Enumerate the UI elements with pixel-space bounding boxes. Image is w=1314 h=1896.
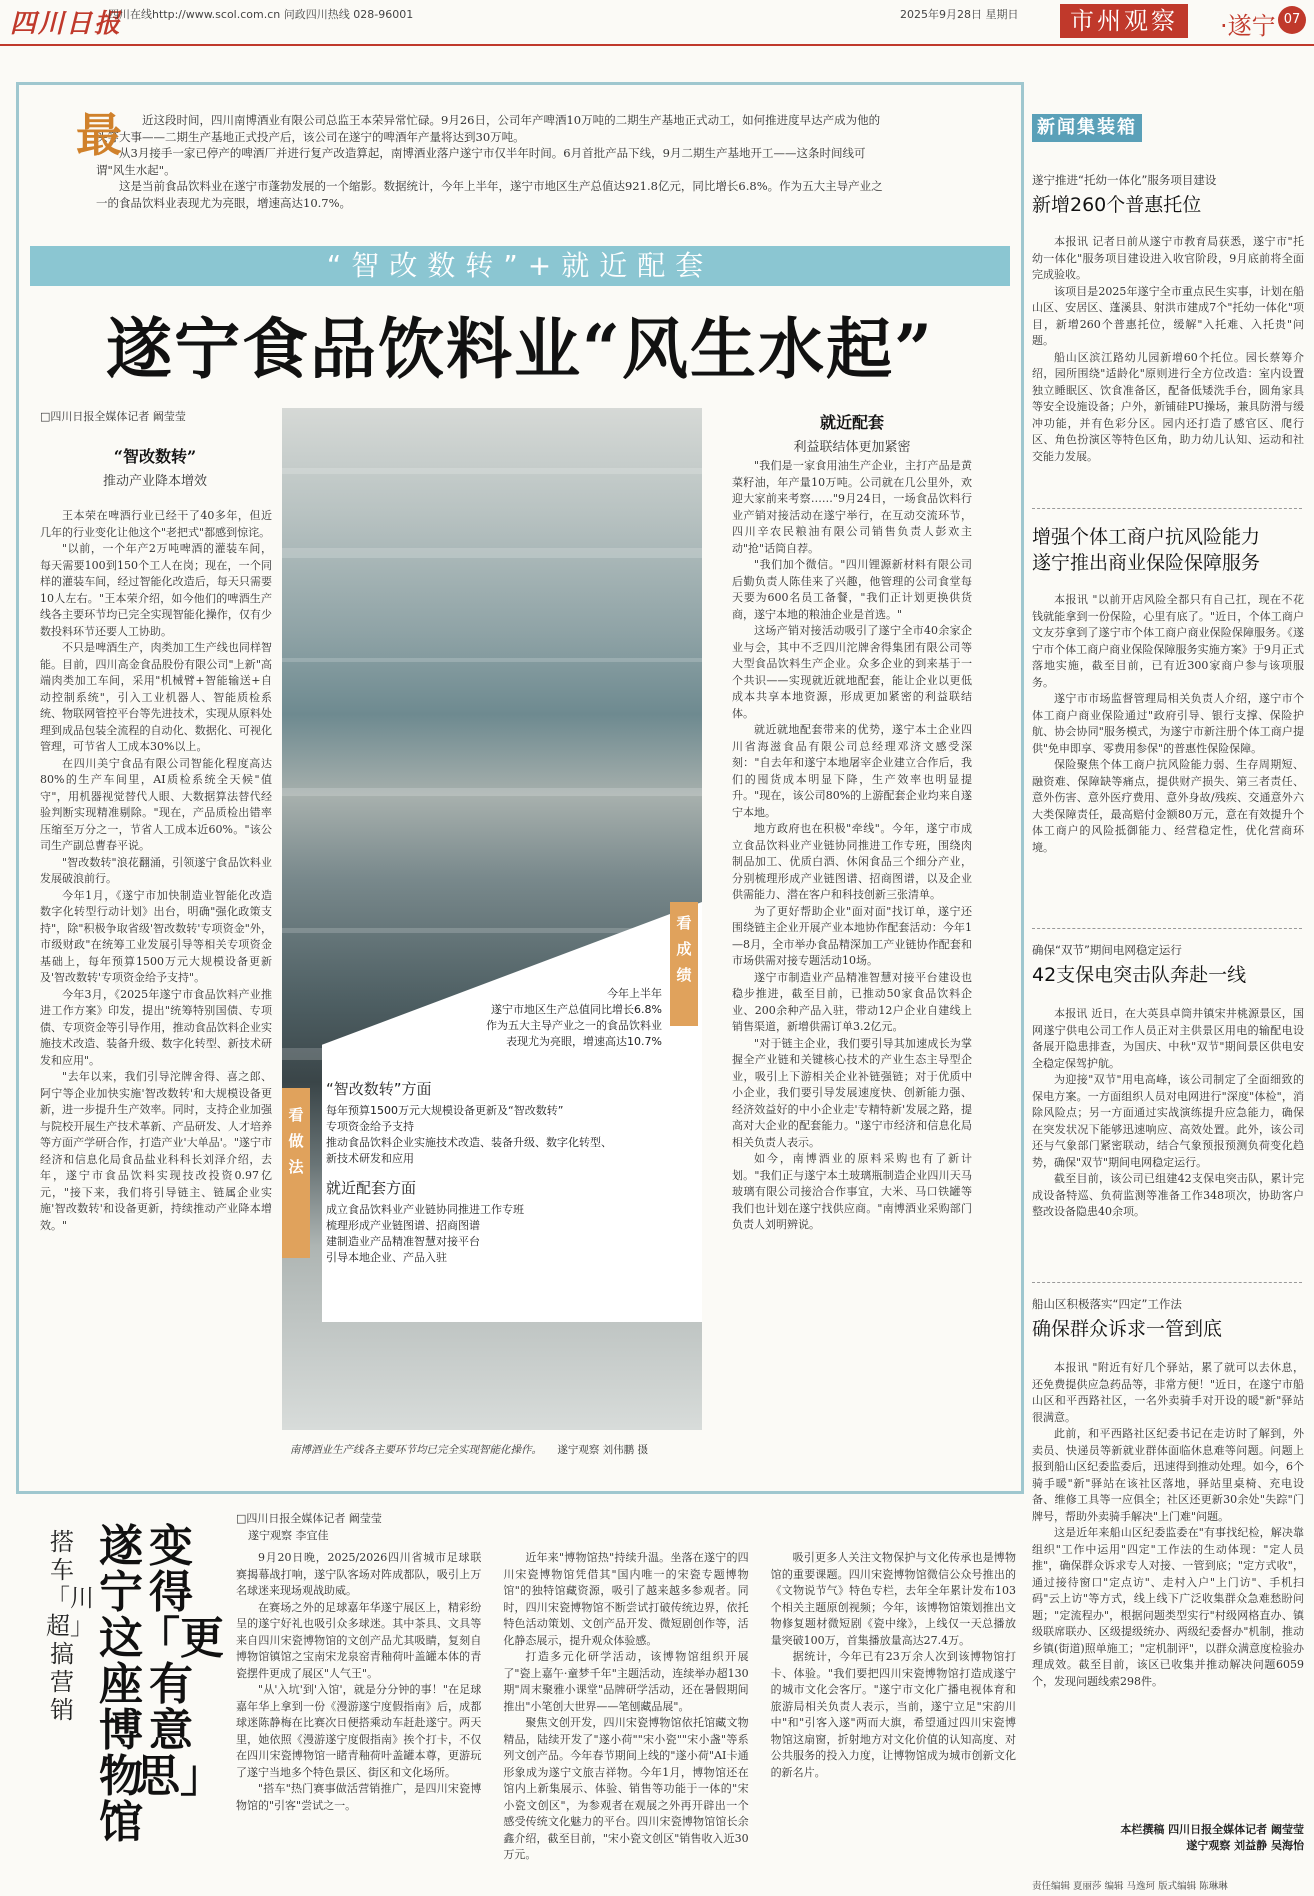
- paragraph: "智改数转"浪花翻涌，引领遂宁食品饮料业发展破浪前行。: [40, 855, 272, 885]
- paragraph: 保险聚焦个体工商户抗风险能力弱、生存周期短、融资难、保障缺等痛点，提供财产损失、第三者责任、意外伤害、意外医疗费用、意外身故/残疾、交通意外六大类保障责任，最高赔付金额80万元，意在有效提升个体工商户的风险抵御能力、经营稳定性，优化营商环境。: [1032, 758, 1304, 854]
- methods-label: 看做法: [282, 1088, 310, 1258]
- news-container-logo: 新闻集装箱: [1032, 114, 1142, 142]
- paragraph: 如今，南博酒业的原料采购也有了新计划。"我们正与遂宁本土玻璃瓶制造企业四川天马玻璃有限公司接洽合作事宜，大米、马口铁罐等我们也计划在遂宁找供应商。"南博酒业采购部门负责人刘明辨说。: [732, 1152, 972, 1231]
- left-subhead: [40, 444, 270, 489]
- subhead-title: “智改数转”: [113, 447, 197, 466]
- paragraph: 该项目是2025年遂宁全市重点民生实事，计划在船山区、安居区、蓬溪县、射洪市建成7个"托幼一体化"项目，新增260个普惠托位，缓解"入托难、入托贵"问题。: [1032, 284, 1304, 347]
- paragraph: 吸引更多人关注文物保护与文化传承也是博物馆的重要课题。四川宋瓷博物馆微信公众号推出的《文物说节气》特色专栏，去年全年累计发布103个相关主题原创视频；今年，该博物馆策划推出文物修复题材微短剧《瓷中缘》，上线仅一天总播放量突破100万，首集播放量高达27.4万。: [770, 1551, 1016, 1647]
- paragraph: 就近就地配套带来的优势，遂宁本土企业四川省海滋食品有限公司总经理邓济文感受深刻："自去年和遂宁本地屠宰企业建立合作后，我们的囤货成本明显下降，生产效率也明显提升。"现在，该公司80%的上游配套企业均来自遂宁本地。: [732, 723, 972, 819]
- paragraph: "从'入坑'到'入馆'，就是分分钟的事！"在足球嘉年华上拿到一份《漫游遂宁度假指南》后，成都球迷陈静梅在比赛次日便搭乘动车赶赴遂宁。两天里，她依照《漫游遂宁度假指南》挨个打卡，不仅在四川宋瓷博物馆一睹青釉荷叶盖罐本尊，更游玩了遂宁当地多个特色景区、街区和文化场所。: [236, 1683, 482, 1779]
- paragraph: 9月20日晚，2025/2026四川省城市足球联赛揭幕战打响，遂宁队客场对阵成都队，吸引上万名球迷来现场观战助威。: [236, 1551, 482, 1597]
- intro-paragraph: 近这段时间，四川南博酒业有限公司总监王本荣异常忙碌。9月26日，公司年产啤酒10万吨的二期生产基地正式动工，如何推进度早达产成为他的头等大事——二期生产基地正式投产后，该公司在遂宁的啤酒年产量将达到30万吨。: [96, 113, 881, 144]
- paragraph: 在赛场之外的足球嘉年华遂宁展区上，精彩纷呈的遂宁好礼也吸引众多球迷。其中茶具、文具等来自四川宋瓷博物馆的文创产品尤其吸睛，复刻自博物馆镇馆之宝南宋龙泉窑青釉荷叶盖罐本体的青瓷摆件更成了展区"人气王"。: [236, 1600, 482, 1680]
- bottom-headline-col1: 变得「更有意思」: [136, 1521, 224, 1802]
- paragraph: 今年3月，《2025年遂宁市食品饮料产业推进工作方案》印发，提出"统筹特别国债、专项债、专项资金等引导作用，推动食品饮料企业实施技术改造、装备升级、数字化转型、新技术研发和应用"。: [40, 987, 272, 1067]
- intro-paragraph: 这是当前食品饮料业在遂宁市蓬勃发展的一个缩影。数据统计，今年上半年，遂宁市地区生产总值达921.8亿元，同比增长6.8%。作为五大主导产业之一的食品饮料业表现尤为亮眼，增速高达10.7%。: [96, 179, 883, 210]
- intro-block: [76, 108, 886, 211]
- methods-text: “智改数转”方面 每年预算1500万元大规模设备更新及“智改数转” 专项资金给予支持 推动食品饮料企业实施技术改造、装备升级、数字化转型、 新技术研发和应用 就近配套方面 成立食品饮料业产业链协同推进工作专班 梳理形成产业链图谱、招商图谱 建制造业产品精准智慧对接平台 引导本地企业、产品入驻: [326, 1080, 612, 1264]
- news2-title: 增强个体工商户抗风险能力 遂宁推出商业保险保障服务: [1032, 526, 1261, 574]
- paragraph: 聚焦文创开发，四川宋瓷博物馆依托馆藏文物精品，陆续开发了"遂小荷""宋小瓷""宋小盏"等系列文创产品。今年春节期间上线的"遂小荷"AI卡通形象成为遂宁文旅吉祥物。今年1月，博物馆还在馆内上新集展示、体验、销售等功能于一体的"宋小瓷文创区"，为参观者在观展之外再开辟出一个感受传统文化魅力的平台。四川宋瓷博物馆馆长余鑫介绍，截至目前，"宋小瓷文创区"销售收入近30万元。: [503, 1716, 749, 1861]
- bottom-byline: □四川日报全媒体记者 阚莹莹 遂宁观察 李宜佳: [236, 1512, 382, 1542]
- paragraph: 地方政府也在积极"牵线"。今年，遂宁市成立食品饮料业产业链协同推进工作专班，围绕肉制品加工、优质白酒、休闲食品三个细分产业，分别梳理形成产业链图谱、招商图谱，以及企业供需能力、潜在客户和科技创新三张清单。: [732, 822, 972, 901]
- results-label: 看成绩: [670, 902, 698, 1026]
- sidebar-signature: 本栏撰稿 四川日报全媒体记者 阚莹莹 遂宁观察 刘益静 吴海怡: [1120, 1823, 1304, 1852]
- subhead-subtitle: 推动产业降本增效: [102, 474, 207, 489]
- newspaper-logo: 四川日报: [10, 9, 123, 39]
- news3-kicker: 确保“双节”期间电网稳定运行: [1032, 943, 1182, 957]
- paragraph: "搭车"热门赛事做活营销推广，是四川宋瓷博物馆的"引客"尝试之一。: [236, 1782, 482, 1812]
- bottom-subheadline: 搭车「川超」搞营销: [46, 1528, 94, 1724]
- kicker-text: “智改数转”+就近配套: [326, 249, 714, 282]
- section-city: ·遂宁: [1220, 12, 1276, 40]
- kicker-banner: [30, 246, 1010, 286]
- results-text: 今年上半年 遂宁市地区生产总值同比增长6.8% 作为五大主导产业之一的食品饮料业 表现尤为亮眼，增速高达10.7%: [486, 987, 662, 1048]
- paragraph: 在四川美宁食品有限公司智能化程度高达80%的生产车间里，AI质检系统全天候"值守"，用机器视觉替代人眼、大数据算法替代经验判断实现精准剔除。"现在，产品质检出错率压缩至万分之一，节省人工成本近60%。"该公司生产副总曹春平说。: [40, 756, 272, 852]
- paragraph: "以前，一个年产2万吨啤酒的灌装车间，每天需要100到150个工人在岗；现在，一个同样的灌装车间，经过智能化改造后，每天只需要10人左右。"王本荣介绍，如今他们的啤酒生产线各主要环节均已完全实现智能化操作，仅有少数投料环节还要人工协助。: [40, 542, 272, 638]
- bottom-headline-col2: 遂宁这座博物馆: [99, 1521, 143, 1848]
- paragraph: 打造多元化研学活动，该博物馆组织开展了"瓷上嘉午·童梦千年"主题活动，连续举办超130期"周末聚雅小课堂"品牌研学活动，还在暑假期间推出"小笔创大世界——笔刨藏品展"。: [503, 1650, 749, 1713]
- paragraph: 王本荣在啤酒行业已经干了40多年，但近几年的行业变化让他这个"老把式"都感到惊诧。: [40, 509, 272, 539]
- byline: □四川日报全媒体记者 阚莹莹: [40, 410, 186, 423]
- news4-title: 确保群众诉求一管到底: [1032, 1318, 1223, 1340]
- subhead-subtitle: 利益联结体更加紧密: [793, 440, 911, 455]
- left-column-text: [40, 508, 272, 1484]
- paragraph: 本报讯 "附近有好几个驿站，累了就可以去休息，还免费提供应急药品等，非常方便！"近日，在遂宁市船山区和平西路社区，一名外卖骑手对开设的暖"新"驿站很满意。: [1032, 1361, 1304, 1424]
- news3-body: [1032, 1006, 1304, 1268]
- masthead-info: 四川在线http://www.scol.com.cn 问政四川热线 028-96001: [108, 8, 414, 21]
- paragraph: "我们是一家食用油生产企业，主打产品是黄菜籽油，年产量10万吨。公司就在几公里外，欢迎大家前来考察……"9月24日，一场食品饮料行业产销对接活动在遂宁举行，在互动交流环节，四川辛农民粮油有限公司销售负责人彭欢主动"抢"话筒自荐。: [732, 459, 972, 555]
- paragraph: "我们加个微信。"四川锂源新材料有限公司后勤负责人陈佳来了兴趣，他管理的公司食堂每天要为600名员工备餐，"我们正计划更换供货商，遂宁本地的粮油企业是首选。": [732, 558, 972, 621]
- section-title: 市州观察: [1060, 4, 1188, 38]
- paragraph: 今年1月，《遂宁市加快制造业智能化改造数字化转型行动计划》出台，明确"强化政策支持"，除"积极争取省级'智改数转'专项资金"外，市级财政"在统筹工业发展引导等相关专项资金基础上，每年预算1500万元大规模设备更新及'智改数转'专项资金给予支持"。: [40, 888, 272, 984]
- paragraph: 这是近年来船山区纪委监委在"有事找纪检，解决靠组织"工作中运用"四定"工作法的生动体现："定人员推"，确保群众诉求专人对接、一管到底；"定方式收"，通过接待窗口"定点访"、走村入户"上门访"、手机扫码"云上访"等方式，线上线下广泛收集群众急难愁盼问题；"定流程办"，根据问题类型实行"村级网格直办、镇级联席联办、区级提级统办、两级纪委督办"机制，推动乡镇(街道)照单施工；"定机制评"，以群众满意度检验办理成效。截至目前，该区已收集并推动解决问题6059个，发现问题线索298件。: [1032, 1526, 1304, 1688]
- paragraph: 为了更好帮助企业"面对面"找订单，遂宁还围绕链主企业开展产业本地协作配套活动：今年1—8月，全市举办食品精深加工产业链协作配套和市场供需对接专题活动10场。: [732, 904, 972, 967]
- intro-paragraph: 从3月接手一家已停产的啤酒厂并进行复产改造算起，南博酒业落户遂宁市仅半年时间。6月首批产品下线，9月二期生产基地开工——这条时间线可谓"风生水起"。: [96, 146, 866, 177]
- page-footer: 责任编辑 夏丽莎 编辑 马逸珂 版式编辑 陈琳琳: [1032, 1881, 1228, 1892]
- photo-credit: 遂宁观察 刘伟鹏 摄: [557, 1444, 649, 1456]
- news3-title: 42支保电突击队奔赴一线: [1032, 964, 1247, 986]
- paragraph: 本报讯 记者日前从遂宁市教育局获悉，遂宁市"托幼一体化"服务项目建设进入收官阶段，9月底前将全面完成验收。: [1032, 235, 1304, 281]
- paragraph: 据统计，今年已有23万余人次到该博物馆打卡、体验。"我们要把四川宋瓷博物馆打造成遂宁的城市文化会客厅。"遂宁市文化广播电视体育和旅游局相关负责人表示，当前，遂宁立足"宋韵川中"和"引客入遂"两而大旗，希望通过四川宋瓷博物馆这扇窗，折射地方对文化价值的认知高度、对公共服务的投入力度，让博物馆成为城市创新文化的新名片。: [770, 1650, 1016, 1779]
- paragraph: 这场产销对接活动吸引了遂宁全市40余家企业与会，其中不乏四川沱牌舍得集团有限公司等大型食品饮料生产企业。众多企业的到来基于一个共识——实现就近就地配套，能让企业以更低成本共享本地资源，形成更加紧密的利益联结体。: [732, 624, 972, 720]
- paragraph: 不只是啤酒生产，肉类加工生产线也同样智能。目前，四川高金食品股份有限公司"上新"高端肉类加工车间，采用"机械臂+智能输送+自动控制系统"，引入工业机器人、智能质检系统、物联网管控平台等先进技术，实现从原料处理到成品包装全流程的自动化、数据化、可视化管理，可节省人工成本30%以上。: [40, 641, 272, 753]
- bottom-story-text: [236, 1550, 1016, 1870]
- photo-caption: 南博酒业生产线各主要环节均已完全实现智能化操作。 遂宁观察 刘伟鹏 摄: [290, 1444, 649, 1456]
- paragraph: "去年以来，我们引导沱牌舍得、喜之郎、阿宁等企业加快实施'智改数转'和大规模设备更新，进一步提升生产效率。同时，支持企业加强与院校开展生产技术革新、产品研发、人才培养等方面产学研合作，打造产业'大单品'。"遂宁市经济和信息化局食品盐业科科长刘泽介绍，去年，遂宁市食品饮料实现技改投资0.97亿元，"接下来，我们将引导链主、链属企业实施'智改数转'和设备更新，持续推动产业降本增效。": [40, 1070, 272, 1232]
- paragraph: 此前，和平西路社区纪委书记在走访时了解到，外卖员、快递员等新就业群体面临休息难等问题。问题上报到船山区纪委监委后，迅速得到推动处理。如今，6个骑手暖"新"驿站在该社区落地，驿站里桌椅、充电设备、维修工具等一应俱全；社区还更新30余处"失踪"门牌号，帮助外卖骑手解决"上门难"问题。: [1032, 1427, 1304, 1523]
- right-column-text: [732, 458, 972, 1484]
- news2-body: [1032, 592, 1304, 936]
- paragraph: 本报讯 近日，在大英县卓筒井镇宋井桃源景区，国网遂宁供电公司工作人员正对主供景区用电的输配电设备展开隐患排查，为国庆、中秋"双节"期间景区供电安全稳定保驾护航。: [1032, 1007, 1304, 1070]
- paragraph: 近年来"博物馆热"持续升温。坐落在遂宁的四川宋瓷博物馆凭借其"国内唯一的宋瓷专题博物馆"的独特馆藏资源，吸引了越来越多参观者。同时，四川宋瓷博物馆不断尝试打破传统边界，依托特色活动策划、文创产品开发、微短剧创作等，活化静态展示，提升观众体验感。: [503, 1551, 749, 1647]
- paragraph: 本报讯 "以前开店风险全都只有自己扛，现在不花钱就能拿到一份保险，心里有底了。"近日，个体工商户文友芬拿到了遂宁市个体工商户商业保险保障服务。《遂宁市个体工商户商业保险保障服务实施方案》于9月正式落地实施，截至目前，已有近300家商户参与该项服务。: [1032, 593, 1304, 689]
- news4-kicker: 船山区积极落实“四定”工作法: [1032, 1297, 1182, 1311]
- paragraph: "对于链主企业，我们要引导其加速成长为掌握全产业链和关键核心技术的产业生态主导型企业，吸引上下游相关企业补链强链；对于优质中小企业，我们要引导发展速度快、创新能力强、经济效益好的中小企业走'专精特新'发展之路，提高对大企业的配套能力。"遂宁市经济和信息化局相关负责人表示。: [732, 1036, 972, 1149]
- masthead: [0, 0, 1314, 46]
- right-subhead: [732, 410, 972, 455]
- paragraph: 遂宁市制造业产品精准智慧对接平台建设也稳步推进，截至目前，已推动50家食品饮料企业、200余种产品入驻，带动12户企业自建线上销售渠道，新增供需订单3.2亿元。: [732, 970, 972, 1033]
- infographic-overlay: [282, 902, 702, 1322]
- paragraph: 遂宁市市场监督管理局相关负责人介绍，遂宁市个体工商户商业保险通过"政府引导、银行支撑、保险护航、协会协同"服务模式，为遂宁市新注册个体工商户提供"免申即享、零费用参保"的普惠性保险保障。: [1032, 692, 1304, 755]
- paragraph: 船山区滨江路幼儿园新增60个托位。园长蔡筹介绍，园所围绕"适龄化"原则进行全方位改造：室内设置独立睡眠区、饮食准备区，配备低矮洗手台，圆角家具等安全设施设备；户外，新铺硅PU操场，兼具防滑与缓冲功能，并有色彩分区。园内还打造了感官区、爬行区、角色扮演区等特色区角，助力幼儿认知、运动和社交能力发展。: [1032, 350, 1304, 463]
- issue-date: 2025年9月28日 星期日: [900, 8, 1019, 21]
- news1-title: 新增260个普惠托位: [1032, 194, 1202, 216]
- news1-kicker: 遂宁推进“托幼一体化”服务项目建设: [1032, 173, 1217, 187]
- page-number: 07: [1278, 6, 1306, 34]
- news4-body: [1032, 1360, 1304, 1812]
- subhead-title: 就近配套: [819, 413, 884, 432]
- paragraph: 截至目前，该公司已组建42支保电突击队，累计完成设备特巡、负荷监测等准备工作348项次，协助客户整改设备隐患40余项。: [1032, 1172, 1304, 1218]
- drop-cap: 最: [76, 108, 122, 162]
- news1-body: [1032, 234, 1304, 496]
- paragraph: 为迎接"双节"用电高峰，该公司制定了全面细致的保电方案。一方面组织人员对电网进行"深度"体检"，消除风险点；另一方面通过实战演练提升应急能力，确保在突发状况下能够迅速响应、高效处置。此外，该公司还与气象部门紧密联动，结合气象预报预测负荷变化趋势，确保"双节"期间电网稳定运行。: [1032, 1073, 1304, 1169]
- main-headline: 遂宁食品饮料业“风生水起”: [106, 310, 934, 388]
